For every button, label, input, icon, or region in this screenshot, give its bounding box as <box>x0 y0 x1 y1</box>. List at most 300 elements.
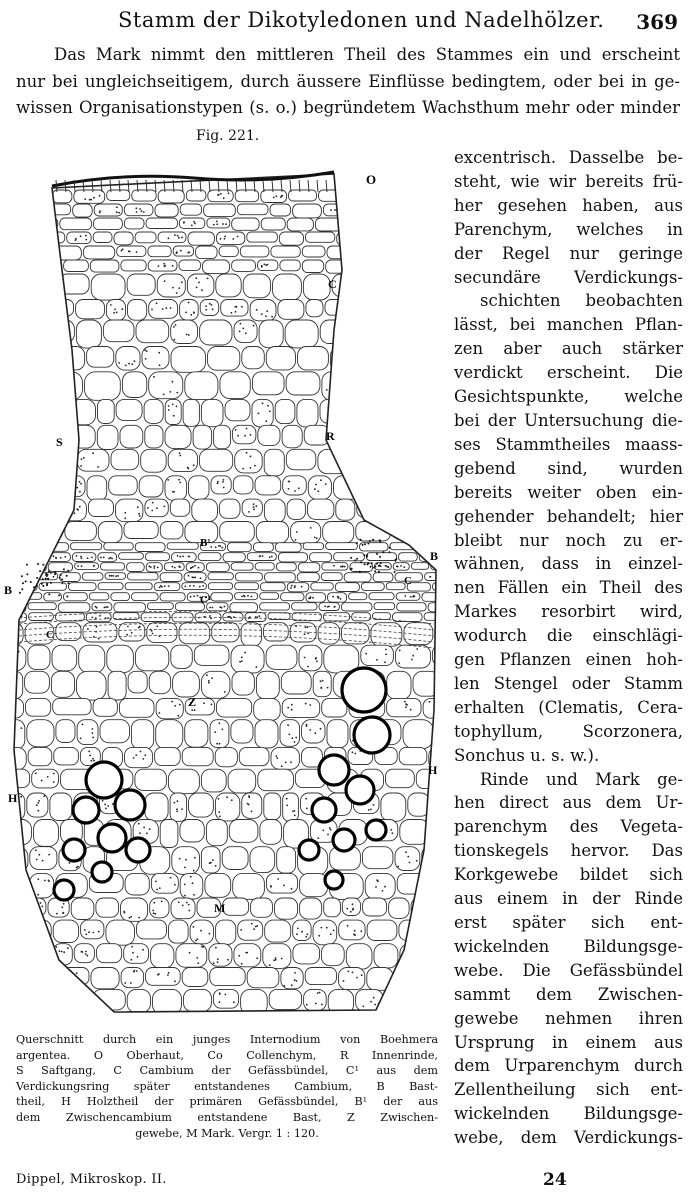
cell <box>204 204 236 217</box>
cell-granule <box>330 933 332 935</box>
cell-granule <box>61 906 63 908</box>
cell-granule <box>184 867 186 869</box>
cell-granule <box>33 576 35 578</box>
cell-granule <box>152 633 154 635</box>
cell <box>4 968 23 986</box>
cell <box>169 920 189 943</box>
cell <box>364 232 394 245</box>
cell-granule <box>84 929 86 931</box>
cell-granule <box>174 802 176 804</box>
cell-granule <box>81 458 83 460</box>
cell <box>168 449 197 471</box>
cell-granule <box>56 946 58 948</box>
cell <box>232 425 256 444</box>
cell-granule <box>321 927 323 929</box>
cell <box>125 873 149 895</box>
cell-granule <box>218 811 220 813</box>
cell-granule <box>76 972 78 974</box>
cell-granule <box>403 566 405 568</box>
cell <box>85 372 121 401</box>
bast-granule <box>61 579 63 581</box>
cell-granule <box>37 878 39 880</box>
body-line: ses Stammtheiles maass- <box>454 434 683 454</box>
cell <box>287 499 305 519</box>
cell-granule <box>396 566 398 568</box>
cell <box>242 499 262 517</box>
label-S: S <box>56 435 63 449</box>
cell-granule <box>192 566 194 568</box>
cell <box>64 260 89 272</box>
cell <box>235 573 262 581</box>
cell-granule <box>5 221 7 223</box>
cell <box>293 944 320 964</box>
cell <box>386 769 415 788</box>
cell-granule <box>210 618 212 620</box>
cell-granule <box>421 241 423 243</box>
cell-granule <box>197 938 199 940</box>
cell <box>319 190 342 201</box>
cell-granule <box>88 751 90 753</box>
cell <box>298 563 320 572</box>
cell-granule <box>212 1019 214 1021</box>
cell-granule <box>220 238 222 240</box>
cell-granule <box>318 935 320 937</box>
cell-granule <box>177 715 179 717</box>
cell-granule <box>231 799 233 801</box>
body-line: tophyllum, Scorzonera, <box>454 721 683 741</box>
cell <box>4 543 21 552</box>
cell-granule <box>360 930 362 932</box>
cell-granule <box>92 758 94 760</box>
cell-granule <box>79 506 81 508</box>
cell-granule <box>141 210 143 212</box>
cell-granule <box>85 951 87 953</box>
cell-granule <box>417 974 419 976</box>
cell-granule <box>185 1023 187 1025</box>
bast-granule <box>367 543 369 545</box>
cell-granule <box>174 339 176 341</box>
cell-granule <box>211 304 213 306</box>
cell-granule <box>394 416 396 418</box>
cell <box>308 476 331 500</box>
cell-granule <box>238 955 240 957</box>
cell-granule <box>224 236 226 238</box>
cell-granule <box>237 435 239 437</box>
cell-granule <box>405 851 407 853</box>
cell-granule <box>30 438 32 440</box>
cell <box>131 720 153 750</box>
cell-granule <box>243 595 245 597</box>
cell <box>438 372 444 402</box>
bast-granule <box>372 539 374 541</box>
cell <box>428 944 444 969</box>
cell-granule <box>53 377 55 379</box>
cell <box>180 204 201 215</box>
cell-granule <box>39 208 41 210</box>
cell-granule <box>79 491 81 493</box>
label-B-right: B <box>430 549 439 563</box>
body-line: erst später sich ent- <box>454 913 683 932</box>
cell-granule <box>95 617 97 619</box>
cell-granule <box>53 555 55 557</box>
cell <box>385 989 414 1013</box>
cell-granule <box>305 703 307 705</box>
cell <box>335 583 359 592</box>
label-H-right: H <box>428 763 438 777</box>
cell <box>200 449 233 471</box>
cell-granule <box>97 466 99 468</box>
cell-granule <box>198 282 200 284</box>
cell <box>70 989 91 1015</box>
cell-granule <box>18 528 20 530</box>
cell <box>71 543 102 550</box>
bast-granule <box>369 540 371 542</box>
cell <box>320 320 344 344</box>
cell <box>408 300 436 321</box>
cell <box>72 425 95 448</box>
cell-granule <box>40 902 42 904</box>
cell <box>160 573 182 582</box>
cell <box>171 347 206 373</box>
cell-granule <box>143 211 145 213</box>
bast-granule <box>19 592 21 594</box>
cell-granule <box>139 208 141 210</box>
cell <box>383 476 409 500</box>
cell-granule <box>5 723 7 725</box>
cell-granule <box>212 1022 214 1024</box>
cell <box>374 603 395 610</box>
xylem-vessel <box>346 776 374 804</box>
cell <box>428 425 444 447</box>
bast-granule <box>360 561 362 563</box>
cell-granule <box>63 951 65 953</box>
cell-granule <box>193 926 195 928</box>
cell-granule <box>37 810 39 812</box>
cell-granule <box>275 957 277 959</box>
cell-granule <box>368 288 370 290</box>
cell-granule <box>170 877 172 879</box>
cell <box>261 218 285 230</box>
cell-granule <box>196 287 198 289</box>
cell-granule <box>315 1003 317 1005</box>
cell-granule <box>214 1019 216 1021</box>
cell-granule <box>322 680 324 682</box>
cell-granule <box>193 311 195 313</box>
cell <box>300 1014 329 1026</box>
body-line: lässt, bei manchen Pflan- <box>454 315 683 335</box>
cell <box>98 399 115 423</box>
body-line: tionskegels hervor. Das <box>454 841 683 861</box>
cell-granule <box>191 709 193 711</box>
cell-granule <box>439 237 441 239</box>
cell-granule <box>69 862 71 864</box>
cell-granule <box>385 649 387 651</box>
cell <box>395 968 425 988</box>
body-line: Ursprung in einem aus <box>454 1032 683 1052</box>
cell <box>342 898 360 916</box>
body-line: wickelnden Bildungsge- <box>454 1104 683 1124</box>
cell-granule <box>146 832 148 834</box>
cell-granule <box>143 827 145 829</box>
body-line: gewebe nehmen ihren <box>454 1008 683 1028</box>
cell <box>399 747 427 764</box>
cell-granule <box>253 325 255 327</box>
cell <box>220 522 255 542</box>
cell-granule <box>369 287 371 289</box>
cell-granule <box>184 895 186 897</box>
cell <box>109 476 138 495</box>
cell <box>67 232 91 244</box>
cell <box>4 522 33 543</box>
cell-granule <box>167 974 169 976</box>
cell <box>51 671 74 697</box>
cell <box>391 246 420 260</box>
cell-granule <box>11 507 13 509</box>
body-line: wodurch die einschlägi- <box>454 626 683 646</box>
cell-granule <box>285 762 287 764</box>
cell-granule <box>431 971 433 973</box>
cell-granule <box>379 366 381 368</box>
cell <box>435 1014 444 1026</box>
cell-granule <box>161 586 163 588</box>
cell-granule <box>320 479 322 481</box>
cell-granule <box>39 264 41 266</box>
cell-granule <box>438 712 440 714</box>
cell <box>114 232 133 245</box>
cell-granule <box>32 901 34 903</box>
cell <box>128 671 147 693</box>
cell <box>216 920 236 944</box>
cell-granule <box>301 586 303 588</box>
cell-granule <box>62 912 64 914</box>
cell-granule <box>248 804 250 806</box>
cell-granule <box>209 615 211 617</box>
cell-granule <box>185 312 187 314</box>
cell-granule <box>219 816 221 818</box>
bast-granule <box>36 577 38 579</box>
cell-granule <box>42 207 44 209</box>
cell-granule <box>149 828 151 830</box>
epidermis-cell-wall <box>128 180 129 192</box>
cell-granule <box>42 206 44 208</box>
cell-granule <box>136 251 138 253</box>
cell-granule <box>145 358 147 360</box>
cell-granule <box>333 565 335 567</box>
cell-granule <box>296 980 298 982</box>
cell-granule <box>194 577 196 579</box>
cell-granule <box>32 903 34 905</box>
cell-granule <box>173 415 175 417</box>
cell-granule <box>361 264 363 266</box>
body-line: Rinde und Mark ge- <box>480 769 683 789</box>
cell-granule <box>256 666 258 668</box>
cell-granule <box>34 575 36 577</box>
cell-granule <box>131 363 133 365</box>
cell <box>22 425 42 445</box>
bast-granule <box>42 564 44 566</box>
cell-granule <box>325 483 327 485</box>
cell-granule <box>209 607 211 609</box>
cell-granule <box>224 691 226 693</box>
cell <box>275 399 295 423</box>
bast-granule <box>50 572 52 574</box>
cell-granule <box>95 606 97 608</box>
cell-granule <box>10 1001 12 1003</box>
cell-granule <box>11 516 13 518</box>
cell-granule <box>11 311 13 313</box>
cell <box>263 944 291 969</box>
cell <box>412 1014 433 1026</box>
cell <box>132 190 156 201</box>
bast-granule <box>379 539 381 541</box>
cell <box>411 372 436 395</box>
cell-granule <box>139 515 141 517</box>
cell-granule <box>223 487 225 489</box>
cell <box>128 573 159 580</box>
label-Z: Z <box>188 695 197 709</box>
cell <box>373 449 397 472</box>
cell <box>297 573 319 582</box>
bast-granule <box>362 544 364 546</box>
cell-granule <box>441 393 443 395</box>
cell-granule <box>159 887 161 889</box>
cell-granule <box>225 994 227 996</box>
cell-granule <box>56 431 58 433</box>
cell-granule <box>142 758 144 760</box>
cell <box>211 476 231 494</box>
cell-granule <box>397 361 399 363</box>
cell <box>361 583 384 591</box>
cell-granule <box>55 557 57 559</box>
xylem-vessel <box>354 717 390 753</box>
xylem-vessel <box>92 862 112 882</box>
xylem-vessel <box>312 798 336 822</box>
body-line: secundäre Verdickungs- <box>454 267 683 287</box>
cell-granule <box>153 567 155 569</box>
cell-granule <box>314 488 316 490</box>
cell <box>442 476 444 496</box>
cell-granule <box>328 606 330 608</box>
cell-granule <box>373 486 375 488</box>
cell-granule <box>12 566 14 568</box>
cell-granule <box>8 312 10 314</box>
cell-granule <box>352 751 354 753</box>
cell-granule <box>436 712 438 714</box>
cell <box>47 989 68 1010</box>
cell <box>83 246 114 259</box>
cell <box>160 522 183 539</box>
cell-granule <box>68 394 70 396</box>
cell-granule <box>365 193 367 195</box>
cell <box>4 603 26 612</box>
cell-granule <box>89 755 91 757</box>
cell <box>285 320 318 348</box>
cell-granule <box>193 577 195 579</box>
cell <box>71 898 94 920</box>
cell <box>144 399 163 423</box>
cell-granule <box>210 862 212 864</box>
cell <box>127 989 150 1012</box>
cell-granule <box>47 440 49 442</box>
cell-granule <box>105 808 107 810</box>
cell-granule <box>27 238 29 240</box>
cell-granule <box>440 972 442 974</box>
cell-granule <box>159 364 161 366</box>
cell-granule <box>68 492 70 494</box>
cell-granule <box>246 952 248 954</box>
cell-granule <box>405 706 407 708</box>
cell-granule <box>309 729 311 731</box>
cell-granule <box>416 860 418 862</box>
label-H-left: H <box>8 791 18 805</box>
cell <box>373 573 393 582</box>
cell-granule <box>432 237 434 239</box>
cell-granule <box>77 509 79 511</box>
cell <box>302 260 323 273</box>
cell-granule <box>98 931 100 933</box>
cell <box>82 1014 108 1026</box>
bast-granule <box>67 570 69 572</box>
cell-granule <box>265 315 267 317</box>
cell-granule <box>164 280 166 282</box>
cell <box>201 671 230 698</box>
cell <box>23 543 44 551</box>
cell-granule <box>375 886 377 888</box>
cell-granule <box>423 404 425 406</box>
cell-granule <box>96 626 98 628</box>
cell-granule <box>399 650 401 652</box>
cell-granule <box>98 638 100 640</box>
cell <box>293 920 311 940</box>
cell-granule <box>305 798 307 800</box>
cell <box>49 204 71 215</box>
cell-granule <box>246 428 248 430</box>
cell <box>393 522 422 540</box>
cell <box>334 476 361 500</box>
cell-granule <box>14 545 16 547</box>
cell-granule <box>186 334 188 336</box>
cell <box>4 232 33 243</box>
cell <box>359 347 387 373</box>
cell <box>265 920 291 942</box>
cell-granule <box>391 414 393 416</box>
cell-granule <box>239 331 241 333</box>
cell-granule <box>265 1017 267 1019</box>
bast-granule <box>36 585 38 587</box>
cell <box>280 720 300 747</box>
cell-granule <box>369 280 371 282</box>
cell <box>116 499 143 522</box>
cell-granule <box>62 391 64 393</box>
cell-granule <box>202 946 204 948</box>
cell <box>110 1014 135 1026</box>
cell-granule <box>414 596 416 598</box>
cell <box>101 563 125 570</box>
cell-granule <box>202 585 204 587</box>
body-line: Parenchym, welches in <box>454 219 683 239</box>
body-line: schichten beobachten <box>480 291 683 311</box>
cell-granule <box>53 576 55 578</box>
bast-granule <box>395 558 397 560</box>
cell-granule <box>205 309 207 311</box>
cell <box>232 218 259 230</box>
xylem-vessel <box>115 790 145 820</box>
cell-granule <box>20 796 22 798</box>
cell-granule <box>361 974 363 976</box>
cell <box>360 543 389 551</box>
cell <box>49 300 74 317</box>
cell <box>324 898 341 917</box>
